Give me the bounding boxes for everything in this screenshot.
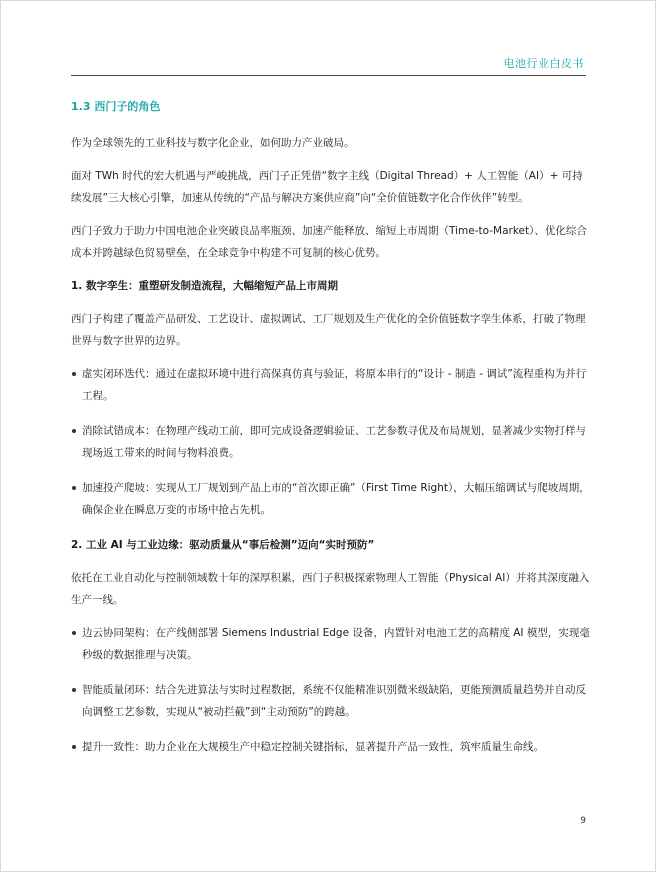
section-title: 1.3 西门子的角色 (71, 100, 161, 113)
list-item-text: 边云协同架构：在产线侧部署 Siemens Industrial Edge 设备，内置针对电池工艺的高精度 AI 模型，实现毫秒级的数据推理与决策。 (82, 627, 590, 661)
page-number: 9 (580, 816, 586, 826)
bullet-dot-icon (72, 631, 76, 635)
bullet-dot-icon (72, 486, 76, 490)
list-item (71, 477, 591, 521)
part1-paragraph: 西门子构建了覆盖产品研发、工艺设计、虚拟调试、工厂规划及生产优化的全价值链数字孪生体系，打破了物理世界与数字世界的边界。 (71, 313, 586, 347)
list-item (71, 679, 591, 723)
document-header-title: 电池行业白皮书 (503, 57, 584, 70)
part2-heading: 2. 工业 AI 与工业边缘：驱动质量从“事后检测”迈向“实时预防” (71, 539, 375, 551)
bullet-dot-icon (72, 688, 76, 692)
list-item (71, 363, 591, 407)
bullet-dot-icon (72, 372, 76, 376)
list-item-text: 消除试错成本：在物理产线动工前，即可完成设备逻辑验证、工艺参数寻优及布局规划，显著减少实物打样与现场返工带来的时间与物料浪费。 (82, 425, 586, 459)
part1-heading: 1. 数字孪生：重塑研发制造流程，大幅缩短产品上市周期 (71, 280, 338, 292)
bullet-dot-icon (72, 745, 76, 749)
list-item (71, 736, 591, 758)
part2-paragraph: 依托在工业自动化与控制领域数十年的深厚积累，西门子积极探索物理人工智能（Physical AI）并将其深度融入生产一线。 (71, 572, 590, 606)
intro-paragraph-2: 面对 TWh 时代的宏大机遇与严峻挑战，西门子正凭借“数字主线（Digital Thread）+ 人工智能（AI）+ 可持续发展”三大核心引擎，加速从传统的“产品与解决方案供应商”向“全价值链数字化合作伙伴”转型。 (71, 170, 583, 204)
part2-bullet-list (71, 622, 591, 758)
list-item-text: 加速投产爬坡：实现从工厂规划到产品上市的“首次即正确”（First Time Right），大幅压缩调试与爬坡周期，确保企业在瞬息万变的市场中抢占先机。 (82, 482, 590, 516)
part1-bullet-list (71, 363, 591, 521)
intro-paragraph-1: 作为全球领先的工业科技与数字化企业，如何助力产业破局。 (71, 137, 355, 149)
list-item-text: 虚实闭环迭代：通过在虚拟环境中进行高保真仿真与验证，将原本串行的“设计 - 制造 - 调试”流程重构为并行工程。 (82, 368, 587, 402)
bullet-dot-icon (72, 429, 76, 433)
intro-paragraph-3: 西门子致力于助力中国电池企业突破良品率瓶颈、加速产能释放、缩短上市周期（Time-to-Market）、优化综合成本并跨越绿色贸易壁垒，在全球竞争中构建不可复制的核心优势。 (71, 225, 587, 259)
list-item-text: 智能质量闭环：结合先进算法与实时过程数据，系统不仅能精准识别微米级缺陷，更能预测质量趋势并自动反向调整工艺参数，实现从“被动拦截”到“主动预防”的跨越。 (82, 684, 586, 718)
list-item (71, 622, 591, 666)
page-content (71, 98, 591, 771)
list-item (71, 420, 591, 464)
header-divider (71, 75, 586, 76)
list-item-text: 提升一致性：助力企业在大规模生产中稳定控制关键指标，显著提升产品一致性，筑牢质量生命线。 (82, 741, 544, 753)
